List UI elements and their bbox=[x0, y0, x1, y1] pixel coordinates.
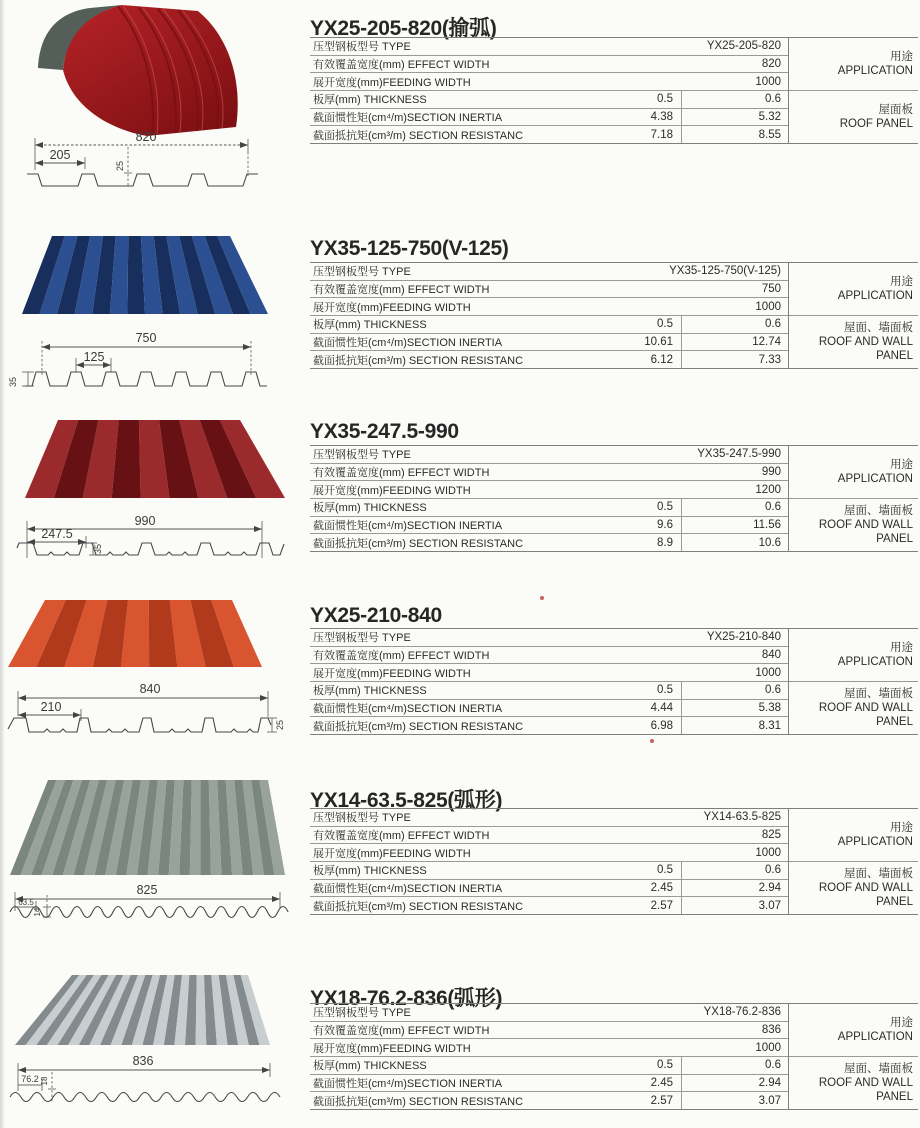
application-column bbox=[788, 1004, 918, 1109]
product-section bbox=[0, 595, 920, 775]
application-header-en: APPLICATION bbox=[837, 836, 913, 848]
application-value-cell bbox=[789, 862, 918, 914]
row-label-effect-width: 有效覆盖宽度(mm) EFFECT WIDTH bbox=[313, 284, 490, 296]
product-section bbox=[0, 0, 920, 228]
row-label-type: 压型钢板型号 TYPE bbox=[313, 266, 411, 279]
row-label-inertia: 截面惯性矩(cm⁴/m)SECTION INERTIA bbox=[313, 520, 503, 533]
table-row bbox=[310, 629, 788, 647]
feeding-width-value: 1000 bbox=[755, 1041, 781, 1054]
inertia-0.5-value: 2.45 bbox=[650, 1077, 673, 1090]
effect-width-value: 840 bbox=[761, 649, 781, 661]
spec-table bbox=[310, 808, 918, 915]
effect-width-value: 990 bbox=[761, 466, 781, 478]
row-label-inertia: 截面惯性矩(cm⁴/m)SECTION INERTIA bbox=[313, 703, 503, 716]
feeding-width-value: 1000 bbox=[755, 75, 781, 88]
effect-width-value: 820 bbox=[761, 58, 781, 70]
profile-drawing bbox=[10, 883, 288, 918]
panel-photo bbox=[8, 600, 262, 667]
application-header-cn: 用途 bbox=[890, 642, 913, 654]
section-title: YX25-205-820(揄弧) bbox=[310, 17, 497, 40]
vcrimp-panel-figure bbox=[0, 970, 300, 1128]
application-value-en: ROOF AND WALL PANEL bbox=[818, 1077, 913, 1103]
application-header-cn: 用途 bbox=[890, 51, 913, 63]
application-header-cn: 用途 bbox=[890, 276, 913, 288]
table-row bbox=[310, 334, 788, 352]
product-section bbox=[0, 775, 920, 970]
application-value-en: ROOF AND WALL PANEL bbox=[818, 336, 913, 362]
dim-height-label: 35 bbox=[8, 376, 18, 388]
resistance-0.6-value: 7.33 bbox=[681, 351, 788, 368]
row-label-resistance: 截面抵抗矩(cm³/m) SECTION RESISTANC bbox=[313, 354, 524, 367]
table-row bbox=[310, 316, 788, 334]
application-header-cell bbox=[789, 446, 918, 499]
row-label-effect-width: 有效覆盖宽度(mm) EFFECT WIDTH bbox=[313, 1025, 490, 1037]
table-row bbox=[310, 1057, 788, 1075]
spec-rows bbox=[310, 446, 788, 551]
dim-overall-label: 990 bbox=[134, 514, 156, 528]
application-value-cn: 屋面、墙面板 bbox=[844, 868, 913, 880]
application-value-cn: 屋面、墙面板 bbox=[844, 322, 913, 334]
table-row bbox=[310, 38, 788, 56]
table-row bbox=[310, 1004, 788, 1022]
row-label-type: 压型钢板型号 TYPE bbox=[313, 449, 411, 462]
application-value-cell bbox=[789, 91, 918, 143]
row-label-type: 压型钢板型号 TYPE bbox=[313, 1007, 411, 1020]
spec-table bbox=[310, 445, 918, 552]
spec-table bbox=[310, 1003, 918, 1110]
row-label-feeding-width: 展开宽度(mm)FEEDING WIDTH bbox=[313, 301, 471, 314]
inertia-0.6-value: 11.56 bbox=[681, 517, 788, 534]
table-row bbox=[310, 897, 788, 914]
spec-rows bbox=[310, 263, 788, 368]
thickness-0.5-value: 0.5 bbox=[657, 318, 673, 331]
row-label-thickness: 板厚(mm) THICKNESS bbox=[313, 94, 427, 107]
product-section bbox=[0, 228, 920, 412]
type-value: YX25-210-840 bbox=[706, 631, 781, 644]
application-value-cell bbox=[789, 1057, 918, 1109]
thickness-0.5-value: 0.5 bbox=[657, 1059, 673, 1072]
panel-photo-and-profile bbox=[0, 0, 300, 200]
table-row bbox=[310, 1092, 788, 1109]
section-title: YX25-210-840 bbox=[310, 604, 442, 627]
dim-overall-label: 750 bbox=[135, 331, 157, 345]
resistance-0.6-value: 8.55 bbox=[681, 126, 788, 143]
row-label-thickness: 板厚(mm) THICKNESS bbox=[313, 319, 427, 332]
application-column bbox=[788, 629, 918, 734]
thickness-0.6-value: 0.6 bbox=[681, 682, 788, 699]
row-label-effect-width: 有效覆盖宽度(mm) EFFECT WIDTH bbox=[313, 59, 490, 71]
spec-rows bbox=[310, 1004, 788, 1109]
resistance-0.6-value: 8.31 bbox=[681, 717, 788, 734]
table-row bbox=[310, 499, 788, 517]
row-label-inertia: 截面惯性矩(cm⁴/m)SECTION INERTIA bbox=[313, 112, 503, 125]
table-row bbox=[310, 844, 788, 862]
inertia-0.5-value: 9.6 bbox=[657, 519, 673, 532]
dim-overall-label: 840 bbox=[139, 682, 161, 696]
resistance-0.5-value: 7.18 bbox=[650, 128, 673, 141]
inertia-0.6-value: 5.32 bbox=[681, 109, 788, 126]
feeding-width-value: 1000 bbox=[755, 666, 781, 679]
table-row bbox=[310, 717, 788, 734]
resistance-0.6-value: 3.07 bbox=[681, 897, 788, 914]
corrugated-panel-figure bbox=[0, 228, 300, 398]
application-value-cn: 屋面板 bbox=[878, 104, 913, 116]
application-value-en: ROOF AND WALL PANEL bbox=[818, 519, 913, 545]
application-value-cn: 屋面、墙面板 bbox=[844, 1063, 913, 1075]
dim-height-label: 25 bbox=[115, 160, 125, 172]
row-label-type: 压型钢板型号 TYPE bbox=[313, 812, 411, 825]
table-row bbox=[310, 1075, 788, 1093]
table-row bbox=[310, 281, 788, 299]
type-value: YX25-205-820 bbox=[706, 40, 781, 53]
resistance-0.5-value: 8.9 bbox=[657, 536, 673, 549]
spec-rows bbox=[310, 38, 788, 143]
panel-photo-and-profile bbox=[0, 595, 300, 750]
dim-overall-label: 820 bbox=[135, 130, 157, 144]
application-value-cn: 屋面、墙面板 bbox=[844, 505, 913, 517]
panel-photo-and-profile bbox=[0, 412, 300, 562]
arch-panel-photo bbox=[38, 5, 238, 136]
spec-table bbox=[310, 628, 918, 735]
trapezoid-panel-figure bbox=[0, 595, 300, 750]
dim-pitch-label: 63.5 bbox=[18, 898, 34, 907]
section-title: YX35-247.5-990 bbox=[310, 420, 459, 443]
dim-height-label: 18 bbox=[40, 1076, 49, 1086]
thickness-0.5-value: 0.5 bbox=[657, 864, 673, 877]
application-header-en: APPLICATION bbox=[837, 290, 913, 302]
row-label-resistance: 截面抵抗矩(cm³/m) SECTION RESISTANC bbox=[313, 720, 524, 733]
table-row bbox=[310, 481, 788, 499]
row-label-feeding-width: 展开宽度(mm)FEEDING WIDTH bbox=[313, 667, 471, 680]
application-value-cell bbox=[789, 499, 918, 551]
spec-table bbox=[310, 37, 918, 144]
table-row bbox=[310, 298, 788, 316]
thickness-0.6-value: 0.6 bbox=[681, 316, 788, 333]
application-value-cell bbox=[789, 316, 918, 368]
row-label-effect-width: 有效覆盖宽度(mm) EFFECT WIDTH bbox=[313, 650, 490, 662]
row-label-resistance: 截面抵抗矩(cm³/m) SECTION RESISTANC bbox=[313, 1095, 524, 1108]
dim-height-label: 35 bbox=[93, 543, 103, 555]
spec-table bbox=[310, 262, 918, 369]
dim-pitch-label: 125 bbox=[83, 350, 105, 364]
application-header-cell bbox=[789, 629, 918, 682]
row-label-feeding-width: 展开宽度(mm)FEEDING WIDTH bbox=[313, 76, 471, 89]
application-header-en: APPLICATION bbox=[837, 65, 913, 77]
panel-photo-and-profile bbox=[0, 228, 300, 398]
feeding-width-value: 1200 bbox=[755, 483, 781, 496]
application-value-en: ROOF AND WALL PANEL bbox=[818, 882, 913, 908]
row-label-feeding-width: 展开宽度(mm)FEEDING WIDTH bbox=[313, 1042, 471, 1055]
dim-overall-label: 836 bbox=[132, 1054, 154, 1068]
inertia-0.6-value: 2.94 bbox=[681, 880, 788, 897]
panel-photo-and-profile bbox=[0, 970, 300, 1128]
row-label-inertia: 截面惯性矩(cm⁴/m)SECTION INERTIA bbox=[313, 337, 503, 350]
table-row bbox=[310, 682, 788, 700]
application-column bbox=[788, 38, 918, 143]
scan-speck bbox=[540, 596, 544, 600]
product-section bbox=[0, 412, 920, 595]
resistance-0.5-value: 2.57 bbox=[650, 899, 673, 912]
application-header-en: APPLICATION bbox=[837, 656, 913, 668]
table-row bbox=[310, 700, 788, 718]
resistance-0.5-value: 6.98 bbox=[650, 719, 673, 732]
table-row bbox=[310, 517, 788, 535]
effect-width-value: 750 bbox=[761, 283, 781, 295]
inertia-0.5-value: 2.45 bbox=[650, 882, 673, 895]
row-label-thickness: 板厚(mm) THICKNESS bbox=[313, 685, 427, 698]
thickness-0.6-value: 0.6 bbox=[681, 862, 788, 879]
profile-drawing bbox=[10, 1054, 280, 1102]
panel-photo bbox=[22, 236, 268, 314]
dim-pitch-label: 76.2 bbox=[21, 1074, 39, 1084]
application-value-cell bbox=[789, 682, 918, 734]
dim-height-label: 14 bbox=[33, 907, 42, 917]
product-section bbox=[0, 970, 920, 1128]
application-value-cn: 屋面、墙面板 bbox=[844, 688, 913, 700]
thickness-0.5-value: 0.5 bbox=[657, 501, 673, 514]
scan-speck bbox=[650, 739, 654, 743]
dim-overall-label: 825 bbox=[136, 883, 158, 897]
application-header-cn: 用途 bbox=[890, 1017, 913, 1029]
application-header-cn: 用途 bbox=[890, 459, 913, 471]
table-row bbox=[310, 664, 788, 682]
inertia-0.5-value: 4.38 bbox=[650, 111, 673, 124]
profile-drawing bbox=[17, 514, 284, 558]
section-title: YX18-76.2-836(弧形) bbox=[310, 987, 503, 1010]
feeding-width-value: 1000 bbox=[755, 846, 781, 859]
table-row bbox=[310, 91, 788, 109]
row-label-feeding-width: 展开宽度(mm)FEEDING WIDTH bbox=[313, 484, 471, 497]
profile-drawing bbox=[27, 130, 258, 187]
profile-drawing bbox=[8, 682, 285, 732]
type-value: YX35-125-750(V-125) bbox=[669, 265, 781, 278]
profile-drawing bbox=[8, 331, 267, 387]
panel-photo-and-profile bbox=[0, 775, 300, 925]
row-label-type: 压型钢板型号 TYPE bbox=[313, 632, 411, 645]
resistance-0.6-value: 10.6 bbox=[681, 534, 788, 551]
application-header-cell bbox=[789, 38, 918, 91]
application-header-en: APPLICATION bbox=[837, 1031, 913, 1043]
row-label-inertia: 截面惯性矩(cm⁴/m)SECTION INERTIA bbox=[313, 1078, 503, 1091]
inertia-0.6-value: 5.38 bbox=[681, 700, 788, 717]
row-label-thickness: 板厚(mm) THICKNESS bbox=[313, 1060, 427, 1073]
table-row bbox=[310, 809, 788, 827]
thickness-0.5-value: 0.5 bbox=[657, 93, 673, 106]
effect-width-value: 836 bbox=[761, 1024, 781, 1036]
spec-rows bbox=[310, 809, 788, 914]
thickness-0.6-value: 0.6 bbox=[681, 91, 788, 108]
table-row bbox=[310, 827, 788, 845]
dim-pitch-label: 247.5 bbox=[41, 527, 73, 541]
table-row bbox=[310, 73, 788, 91]
application-column bbox=[788, 263, 918, 368]
row-label-resistance: 截面抵抗矩(cm³/m) SECTION RESISTANC bbox=[313, 129, 524, 142]
section-title: YX14-63.5-825(弧形) bbox=[310, 789, 503, 812]
table-row bbox=[310, 464, 788, 482]
type-value: YX18-76.2-836 bbox=[703, 1006, 781, 1019]
inertia-0.5-value: 4.44 bbox=[650, 702, 673, 715]
table-row bbox=[310, 56, 788, 74]
inertia-0.6-value: 12.74 bbox=[681, 334, 788, 351]
sinusoidal-panel-figure bbox=[0, 775, 300, 925]
table-row bbox=[310, 109, 788, 127]
table-row bbox=[310, 446, 788, 464]
application-column bbox=[788, 446, 918, 551]
application-header-en: APPLICATION bbox=[837, 473, 913, 485]
table-row bbox=[310, 534, 788, 551]
row-label-effect-width: 有效覆盖宽度(mm) EFFECT WIDTH bbox=[313, 467, 490, 479]
type-value: YX35-247.5-990 bbox=[697, 448, 781, 461]
table-row bbox=[310, 1022, 788, 1040]
row-label-resistance: 截面抵抗矩(cm³/m) SECTION RESISTANC bbox=[313, 900, 524, 913]
spec-rows bbox=[310, 629, 788, 734]
resistance-0.5-value: 6.12 bbox=[650, 353, 673, 366]
application-header-cn: 用途 bbox=[890, 822, 913, 834]
row-label-type: 压型钢板型号 TYPE bbox=[313, 41, 411, 54]
row-label-thickness: 板厚(mm) THICKNESS bbox=[313, 865, 427, 878]
application-header-cell bbox=[789, 1004, 918, 1057]
dim-pitch-label: 210 bbox=[40, 700, 62, 714]
table-row bbox=[310, 263, 788, 281]
effect-width-value: 825 bbox=[761, 829, 781, 841]
inertia-0.5-value: 10.61 bbox=[644, 336, 673, 349]
section-title: YX35-125-750(V-125) bbox=[310, 237, 509, 260]
thickness-0.6-value: 0.6 bbox=[681, 1057, 788, 1074]
table-row bbox=[310, 862, 788, 880]
panel-photo bbox=[10, 780, 285, 875]
panel-photo bbox=[15, 975, 270, 1045]
table-row bbox=[310, 647, 788, 665]
resistance-0.6-value: 3.07 bbox=[681, 1092, 788, 1109]
table-row bbox=[310, 351, 788, 368]
dim-pitch-label: 205 bbox=[49, 148, 71, 162]
application-value-en: ROOF PANEL bbox=[839, 118, 913, 130]
row-label-inertia: 截面惯性矩(cm⁴/m)SECTION INERTIA bbox=[313, 883, 503, 896]
application-value-en: ROOF AND WALL PANEL bbox=[818, 702, 913, 728]
arch-panel-figure bbox=[0, 0, 300, 200]
inertia-0.6-value: 2.94 bbox=[681, 1075, 788, 1092]
row-label-effect-width: 有效覆盖宽度(mm) EFFECT WIDTH bbox=[313, 830, 490, 842]
application-header-cell bbox=[789, 263, 918, 316]
dim-height-label: 25 bbox=[275, 719, 285, 731]
ribbed-panel-figure bbox=[0, 412, 300, 562]
feeding-width-value: 1000 bbox=[755, 300, 781, 313]
application-header-cell bbox=[789, 809, 918, 862]
thickness-0.5-value: 0.5 bbox=[657, 684, 673, 697]
row-label-thickness: 板厚(mm) THICKNESS bbox=[313, 502, 427, 515]
panel-photo bbox=[25, 420, 285, 498]
table-row bbox=[310, 126, 788, 143]
thickness-0.6-value: 0.6 bbox=[681, 499, 788, 516]
table-row bbox=[310, 1039, 788, 1057]
row-label-feeding-width: 展开宽度(mm)FEEDING WIDTH bbox=[313, 847, 471, 860]
table-row bbox=[310, 880, 788, 898]
resistance-0.5-value: 2.57 bbox=[650, 1094, 673, 1107]
row-label-resistance: 截面抵抗矩(cm³/m) SECTION RESISTANC bbox=[313, 537, 524, 550]
type-value: YX14-63.5-825 bbox=[703, 811, 781, 824]
application-column bbox=[788, 809, 918, 914]
